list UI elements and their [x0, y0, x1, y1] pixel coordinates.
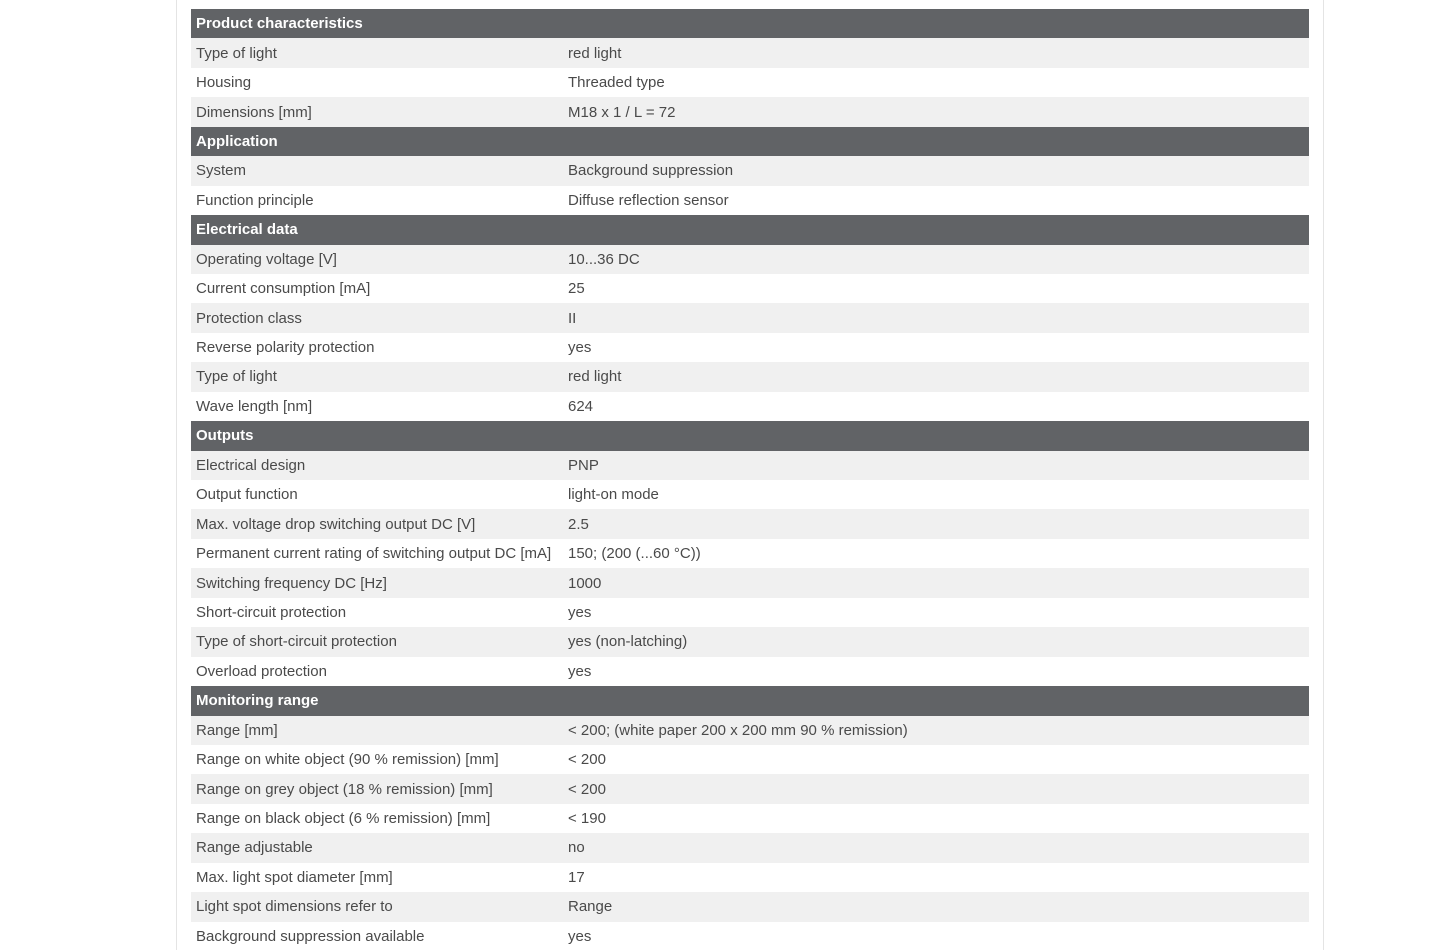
spec-value: yes	[568, 339, 592, 357]
table-row	[191, 627, 1309, 656]
spec-label: Output function	[196, 486, 298, 504]
table-row	[191, 274, 1309, 303]
spec-value: yes	[568, 603, 592, 621]
spec-value: 150; (200 (...60 °C))	[568, 545, 701, 563]
table-row	[191, 392, 1309, 421]
section-header: Electrical data	[191, 215, 1309, 244]
spec-label: Dimensions [mm]	[196, 103, 312, 121]
spec-label: Range [mm]	[196, 721, 278, 739]
spec-label: Background suppression available	[196, 927, 425, 945]
spec-label: Max. voltage drop switching output DC [V]	[196, 515, 476, 533]
spec-value: II	[568, 309, 577, 327]
table-row	[191, 892, 1309, 921]
table-row	[191, 774, 1309, 803]
spec-value: 17	[568, 868, 585, 886]
spec-value: 1000	[568, 574, 602, 592]
table-row	[191, 186, 1309, 215]
table-row	[191, 333, 1309, 362]
table-row	[191, 303, 1309, 332]
spec-label: System	[196, 162, 247, 180]
spec-label: Function principle	[196, 191, 314, 209]
spec-value: no	[568, 839, 585, 857]
section-header: Product characteristics	[191, 9, 1309, 38]
spec-value: < 200	[568, 751, 606, 769]
table-row	[191, 568, 1309, 597]
table-row	[191, 745, 1309, 774]
spec-value: Diffuse reflection sensor	[568, 191, 729, 209]
spec-value: light-on mode	[568, 486, 659, 504]
spec-value: 25	[568, 280, 585, 298]
table-row	[191, 922, 1309, 951]
spec-label: Operating voltage [V]	[196, 250, 337, 268]
table-row	[191, 509, 1309, 538]
spec-value: Range	[568, 898, 613, 916]
spec-value: yes	[568, 927, 592, 945]
spec-label: Electrical design	[196, 456, 306, 474]
spec-value: red light	[568, 44, 622, 62]
spec-label: Switching frequency DC [Hz]	[196, 574, 387, 592]
table-row	[191, 245, 1309, 274]
table-row	[191, 657, 1309, 686]
spec-label: Protection class	[196, 309, 302, 327]
spec-value: yes (non-latching)	[568, 633, 688, 651]
spec-table	[191, 9, 1309, 951]
spec-value: < 190	[568, 810, 606, 828]
table-row	[191, 451, 1309, 480]
spec-label: Type of light	[196, 44, 277, 62]
spec-value: Threaded type	[568, 74, 665, 92]
table-row	[191, 38, 1309, 67]
spec-label: Reverse polarity protection	[196, 339, 375, 357]
spec-value: < 200; (white paper 200 x 200 mm 90 % remission)	[568, 721, 908, 739]
table-row	[191, 97, 1309, 126]
spec-label: Range on white object (90 % remission) [mm]	[196, 751, 499, 769]
spec-value: 2.5	[568, 515, 589, 533]
spec-label: Range adjustable	[196, 839, 313, 857]
section-header: Application	[191, 127, 1309, 156]
table-row	[191, 598, 1309, 627]
table-row	[191, 804, 1309, 833]
spec-value: < 200	[568, 780, 606, 798]
table-row	[191, 863, 1309, 892]
spec-label: Max. light spot diameter [mm]	[196, 868, 393, 886]
table-row	[191, 833, 1309, 862]
table-row	[191, 716, 1309, 745]
spec-label: Short-circuit protection	[196, 603, 347, 621]
spec-label: Current consumption [mA]	[196, 280, 371, 298]
spec-label: Type of light	[196, 368, 277, 386]
spec-value: M18 x 1 / L = 72	[568, 103, 676, 121]
table-row	[191, 539, 1309, 568]
spec-value: 10...36 DC	[568, 250, 640, 268]
spec-label: Range on grey object (18 % remission) [mm]	[196, 780, 493, 798]
section-header: Outputs	[191, 421, 1309, 450]
spec-label: Overload protection	[196, 662, 327, 680]
spec-label: Light spot dimensions refer to	[196, 898, 393, 916]
spec-label: Permanent current rating of switching output DC [mA]	[196, 545, 552, 563]
table-row	[191, 480, 1309, 509]
spec-value: Background suppression	[568, 162, 734, 180]
spec-label: Housing	[196, 74, 252, 92]
spec-label: Wave length [nm]	[196, 397, 313, 415]
spec-value: yes	[568, 662, 592, 680]
spec-label: Type of short-circuit protection	[196, 633, 397, 651]
spec-value: PNP	[568, 456, 599, 474]
table-row	[191, 68, 1309, 97]
table-row	[191, 362, 1309, 391]
spec-value: red light	[568, 368, 622, 386]
spec-value: 624	[568, 397, 594, 415]
section-header: Monitoring range	[191, 686, 1309, 715]
spec-label: Range on black object (6 % remission) [mm]	[196, 810, 491, 828]
table-row	[191, 156, 1309, 185]
